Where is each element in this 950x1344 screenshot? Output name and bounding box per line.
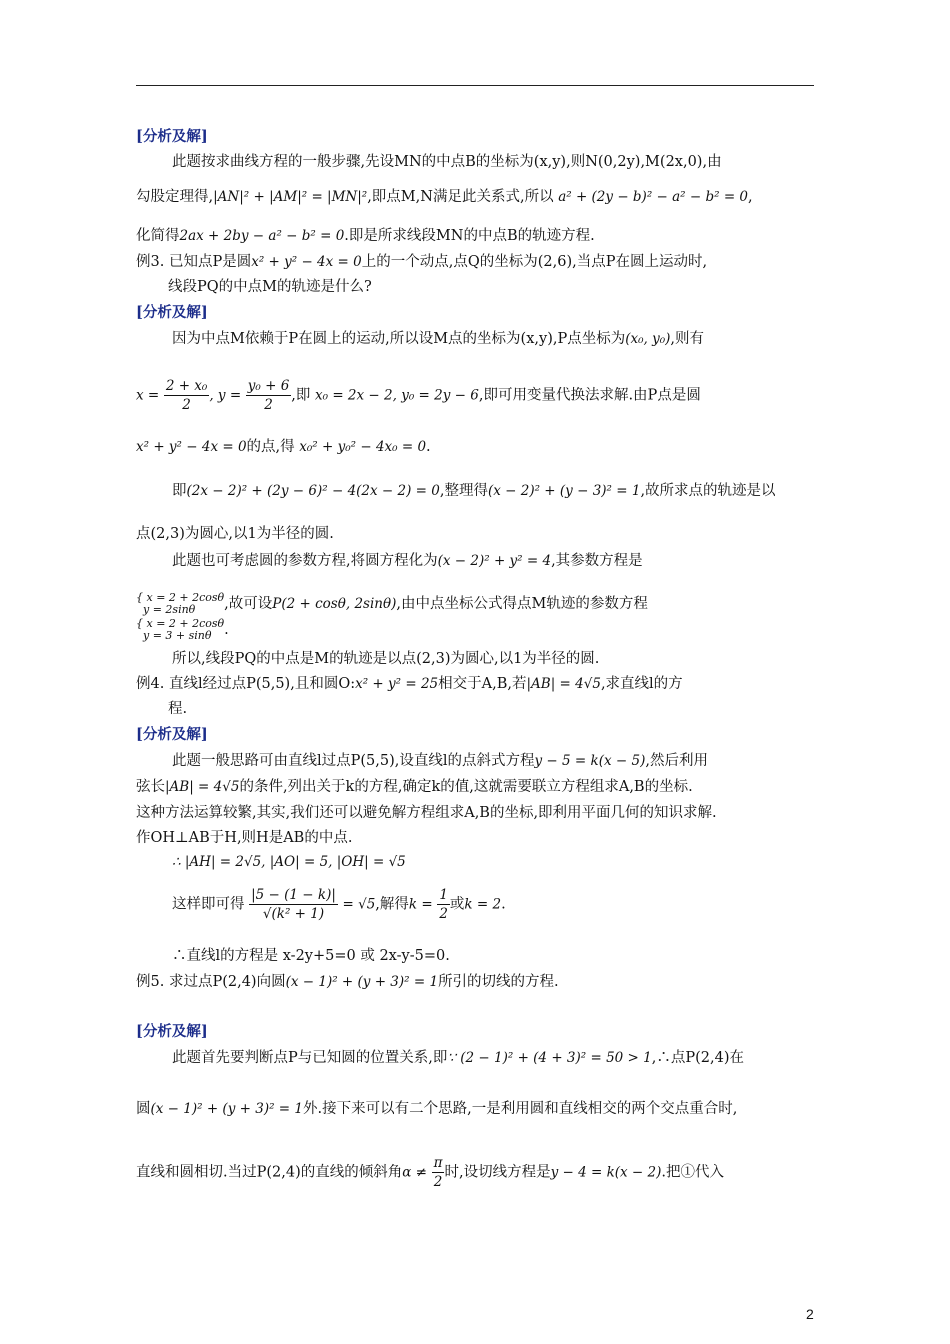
paragraph-line: 作OH⊥AB于H,则H是AB的中点. [136, 830, 353, 846]
math-expression: y − 4 = k(x − 2) [550, 1164, 662, 1181]
math-expression: a² + (2y − b)² − a² − b² = 0 [558, 189, 749, 205]
math-expression: |AB| = 4√5 [526, 676, 601, 692]
paragraph-line: { x = 2 + 2cosθ y = 3 + sinθ . [136, 617, 229, 642]
math-expression: 2ax + 2by − a² − b² = 0 [179, 228, 345, 244]
paragraph-line [172, 851, 406, 873]
math-expression: P(2 + cosθ, 2sinθ) [272, 596, 397, 612]
paragraph-line: 这种方法运算较繁,其实,我们还可以避免解方程组求A,B的坐标,即利用平面几何的知识求解. [136, 805, 717, 821]
section-heading: [分析及解] [136, 128, 208, 145]
paragraph-line: 点(2,3)为圆心,以1为半径的圆. [136, 526, 334, 542]
math-expression: (x − 1)² + (y + 3)² = 1 [150, 1101, 303, 1117]
page-number: 2 [806, 1306, 814, 1322]
equation-system: { x = 2 + 2cosθ y = 2sinθ [136, 591, 225, 616]
paragraph-line: 此题一般思路可由直线l过点P(5,5),设直线l的点斜式方程y − 5 = k(x − 5),然后利用 [172, 753, 708, 769]
math-expression: (x − 2)² + (y − 3)² = 1 [487, 483, 641, 499]
math-expression: y − 5 = k(x − 5) [534, 753, 646, 769]
math-expression: x² + y² − 4x = 0 [251, 254, 362, 270]
fraction: $\frac{1}{2}$ [439, 887, 448, 922]
math-expression: |AB| = 4√5 [165, 779, 240, 795]
example-title: 程. [168, 701, 188, 717]
math-expression: ∵ (2 − 1)² + (4 + 3)² = 50 > 1 [447, 1050, 652, 1066]
paragraph-line: x² + y² − 4x = 0的点,得 x₀² + y₀² − 4x₀ = 0. [136, 439, 431, 455]
math-expression: |AN|² + |AM|² = |MN|² [213, 189, 368, 205]
paragraph-line: 此题也可考虑圆的参数方程,将圆方程化为(x − 2)² + y² = 4,其参数方程是 [172, 553, 643, 569]
paragraph-line: 弦长|AB| = 4√5的条件,列出关于k的方程,确定k的值,这就需要联立方程组求A,B的坐标. [136, 779, 693, 795]
paragraph-line: 所以,线段PQ的中点是M的轨迹是以点(2,3)为圆心,以1为半径的圆. [172, 651, 600, 667]
paragraph-line: 这样即可得 $\frac{|5 - (1 - k)|}{\text{√(k² + 1)}}$ = √5,解得k = $\frac{1}{2}$ 或k = 2. [172, 887, 506, 922]
paragraph-line: 直线和圆相切.当过P(2,4)的直线的倾斜角α ≠ $\frac{\pi}{2}$ 时,设切线方程是y − 4 = k(x − 2).把①代入 [136, 1155, 725, 1190]
paragraph-line: 此题按求曲线方程的一般步骤,先设MN的中点B的坐标为(x,y),则N(0,2y),M(2x,0),由 [172, 154, 722, 170]
example-title: 线段PQ的中点M的轨迹是什么? [168, 279, 372, 295]
math-expression: x² + y² = 25 [355, 676, 439, 692]
paragraph-line: 此题首先要判断点P与已知圆的位置关系,即∵ (2 − 1)² + (4 + 3)² = 50 > 1,∴点P(2,4)在 [172, 1050, 744, 1066]
fraction: $\frac{|5 - (1 - k)|}{\text{√(k² + 1)}}$ [251, 887, 336, 922]
fraction: $\frac{\text{y₀ + 6}}{2}$ [247, 378, 290, 413]
math-expression: x₀² + y₀² − 4x₀ = 0 [299, 439, 427, 455]
paragraph-line: { x = 2 + 2cosθ y = 2sinθ ,故可设P(2 + cosθ, 2sinθ),由中点坐标公式得点M轨迹的参数方程 [136, 591, 648, 616]
example-title: 例3. 已知点P是圆x² + y² − 4x = 0上的一个动点,点Q的坐标为(2,6),当点P在圆上运动时, [136, 254, 708, 270]
math-expression: (x − 1)² + (y + 3)² = 1 [285, 974, 439, 990]
math-expression: (2x − 2)² + (2y − 6)² − 4(2x − 2) = 0 [186, 483, 440, 499]
math-expression: x² + y² − 4x = 0 [136, 439, 247, 455]
fraction: $\frac{\pi}{2}$ [433, 1155, 443, 1190]
paragraph-line: 勾股定理得,|AN|² + |AM|² = |MN|²,即点M,N满足此关系式,所以 a² + (2y − b)² − a² − b² = 0, [136, 189, 753, 205]
paragraph-line: 因为中点M依赖于P在圆上的运动,所以设M点的坐标为(x,y),P点坐标为(x₀, y₀),则有 [172, 331, 705, 347]
header-rule [136, 85, 814, 86]
paragraph-line: 圆(x − 1)² + (y + 3)² = 1外.接下来可以有二个思路,一是利用圆和直线相交的两个交点重合时, [136, 1101, 738, 1117]
paragraph-line: 化简得2ax + 2by − a² − b² = 0.即是所求线段MN的中点B的轨迹方程. [136, 228, 595, 244]
section-heading: [分析及解] [136, 726, 208, 743]
math-expression: (x₀, y₀) [625, 331, 671, 347]
math-expression: ∴ |AH| = 2√5, |AO| = 5, |OH| = √5 [172, 854, 406, 870]
example-title: 例5. 求过点P(2,4)向圆(x − 1)² + (y + 3)² = 1所引的切线的方程. [136, 974, 559, 990]
math-expression: x₀ = 2x − 2, y₀ = 2y − 6 [315, 387, 479, 404]
section-heading: [分析及解] [136, 304, 208, 321]
paragraph-line: ∴直线l的方程是 x-2y+5=0 或 2x-y-5=0. [172, 948, 450, 964]
paragraph-line: 即(2x − 2)² + (2y − 6)² − 4(2x − 2) = 0,整理得(x − 2)² + (y − 3)² = 1,故所求点的轨迹是以 [172, 483, 776, 499]
example-title: 例4. 直线l经过点P(5,5),且和圆O:x² + y² = 25相交于A,B,若|AB| = 4√5,求直线l的方 [136, 676, 683, 692]
section-heading: [分析及解] [136, 1023, 208, 1040]
paragraph-line: x = $\frac{\text{2 + x₀}}{2}$ , y = $\frac{\text{y₀ + 6}}{2}$ ,即 x₀ = 2x − 2, y₀ = 2y − 6,即可用变量代换法求解.由P点是圆 [136, 378, 701, 413]
math-expression: (x − 2)² + y² = 4 [437, 553, 552, 569]
equation-system: { x = 2 + 2cosθ y = 3 + sinθ [136, 617, 225, 642]
fraction: $\frac{\text{2 + x₀}}{2}$ [165, 378, 208, 413]
